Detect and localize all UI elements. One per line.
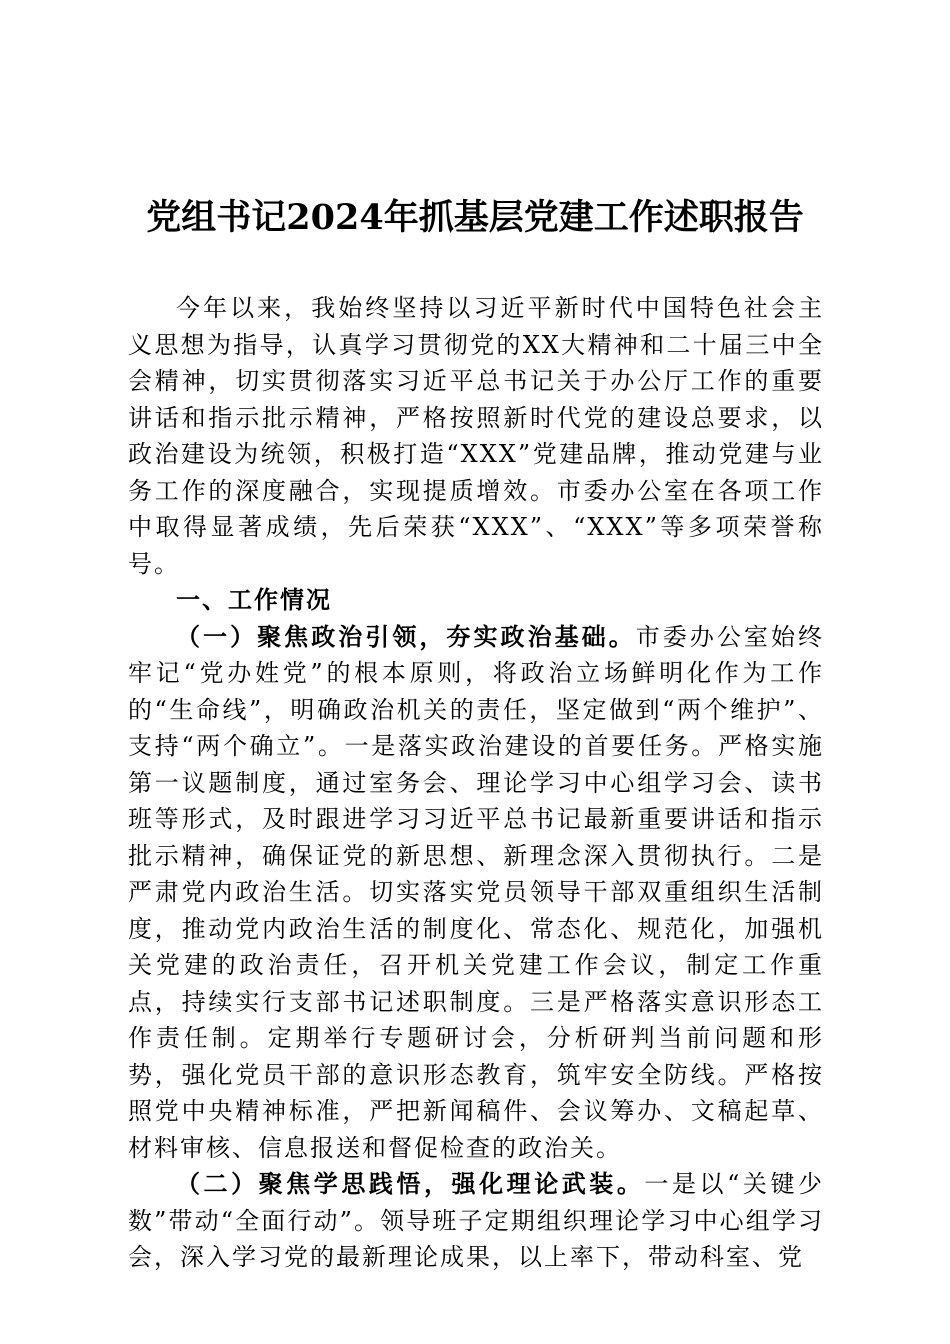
paragraph-lead-political-guidance: （一）聚焦政治引领，夯实政治基础。: [176, 621, 636, 651]
paragraph-body-theory-study: 一是以“关键少数”带动“全面行动”。领导班子定期组织理论学习中心组学习会，深入学习党的最新理论成果，以上率下，带动科室、党: [128, 1170, 824, 1271]
document-body: [128, 290, 824, 1276]
paragraph-theory-study: [128, 1166, 824, 1276]
document-title: 党组书记2024年抓基层党建工作述职报告: [146, 197, 804, 238]
section-heading-work-status: 一、工作情况: [176, 586, 332, 614]
paragraph-body-political-guidance: 市委办公室始终牢记“党办姓党”的根本原则，将政治立场鲜明化作为工作的“生命线”，明确政治机关的责任，坚定做到“两个维护”、支持“两个确立”。一是落实政治建设的首要任务。严格实施第一议题制度，通过室务会、理论学习中心组学习会、读书班等形式，及时跟进学习习近平总书记最新重要讲话和指示批示精神，确保证党的新思想、新理念深入贯彻执行。二是严肃党内政治生活。切实落实党员领导干部双重组织生活制度，推动党内政治生活的制度化、常态化、规范化，加强机关党建的政治责任，召开机关党建工作会议，制定工作重点，持续实行支部书记述职制度。三是严格落实意识形态工作责任制。定期举行专题研讨会，分析研判当前问题和形势，强化党员干部的意识形态教育，筑牢安全防线。严格按照党中央精神标准，严把新闻稿件、会议筹办、文稿起草、材料审核、信息报送和督促检查的政治关。: [128, 622, 825, 1162]
paragraph-lead-theory-study: （二）聚焦学思践悟，强化理论武装。: [176, 1169, 645, 1198]
paragraph-political-guidance: [128, 619, 824, 1167]
intro-paragraph: 今年以来，我始终坚持以习近平新时代中国特色社会主义思想为指导，认真学习贯彻党的XX大精神和二十届三中全会精神，切实贯彻落实习近平总书记关于办公厅工作的重要讲话和指示批示精神，严格按照新时代党的建设总要求，以政治建设为统领，积极打造“XXX”党建品牌，推动党建与业务工作的深度融合，实现提质增效。市委办公室在各项工作中取得显著成绩，先后荣获“XXX”、“XXX”等多项荣誉称号。: [128, 294, 824, 578]
